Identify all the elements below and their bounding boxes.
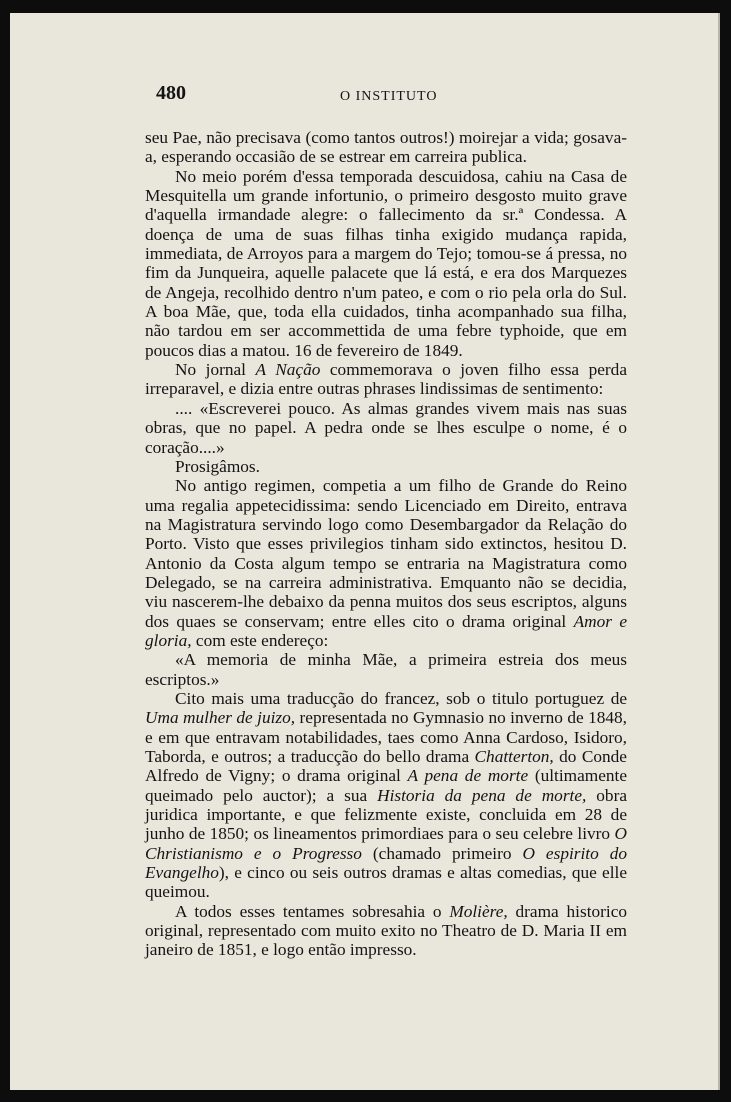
paragraph-6-text: No antigo regimen, competia a um filho de Grande do Reino uma regalia appetecidissima: sendo Licenciado em Direito, entrava na Magistratura servindo logo como Desembargador da Relação do Porto. Visto que esses privilegios tinham sido extinctos, hesitou D. Antonio da Costa algum tempo se entraria na Magistratura como Delegado, se na carreira administrativa. Emquanto não se decidia, viu nascerem-lhe debaixo da penna muitos dos seus escriptos, alguns dos quaes se conservam; entre elles cito o drama original [145,476,627,631]
paragraph-9 [145,902,627,960]
paragraph-8-text: Cito mais uma traducção do francez, sob o titulo portuguez de [175,688,627,708]
paragraph-8-text: ), e cinco ou seis outros dramas e altas comedias, que elle queimou. [145,863,627,902]
drama-title: Amor e gloria, [145,611,627,650]
work-title: Molière, [449,901,508,921]
paragraph-6-text: com este endereço: [191,630,329,650]
work-title: Uma mulher de juizo, [145,708,296,728]
work-title: O Christianismo e o Progresso [145,824,627,863]
running-title: O INSTITUTO [340,89,438,104]
paragraph-prosigamos: Prosigâmos. [175,456,260,476]
work-title: A pena de morte [407,766,529,786]
paragraph-8-text: (ultimamente queimado pelo auctor); a sua [145,766,627,805]
paragraph-9-text: drama historico original, representado com muito exito no Theatro de D. Maria II em janeiro de 1851, e logo então impresso. [145,901,628,960]
paragraph-8-text: representada no Gymnasio no inverno de 1848, e em que entravam notabilidades, taes como Anna Cardoso, Isidoro, Taborda, e outros; a traducção do bello drama [145,708,627,766]
work-title: Historia da pena de morte, [377,785,587,805]
paragraph-3-text: No jornal [175,360,256,380]
paragraph-8-text: do Conde Alfredo de Vigny; o drama original [145,747,627,786]
book-page [10,13,720,1090]
paragraph-8-text: (chamado primeiro [361,843,523,863]
paragraph-9-text: A todos esses tentames sobresahia o [175,901,450,921]
newspaper-title: A Nação [255,360,321,380]
quotation: .... «Escreverei pouco. As almas grandes vivem mais nas suas obras, que no papel. A pedra onde se lhes esculpe o nome, é o coração....» [145,398,627,457]
dedication: «A memoria de minha Mãe, a primeira estreia dos meus escriptos.» [145,650,627,689]
paragraph-2: No meio porém d'essa temporada descuidosa, cahiu na Casa de Mesquitella um grande infortunio, o primeiro desgosto muito grave d'aquella irmandade alegre: o fallecimento da sr.ª Condessa. A doença de uma de suas filhas tinha exigido mudança rapida, immediata, de Arroyos para a margem do Tejo; tomou-se á pressa, no fim da Junqueira, aquelle palacete que lá está, e era dos Marquezes de Angeja, recolhido dentro n'um pateo, e com o rio pela orla do Sul. A boa Mãe, que, toda ella cuidados, tinha acompanhado sua filha, não tardou em ser accommettida de uma febre typhoide, que em poucos dias a matou. 16 de fevereiro de 1849. [145,166,627,360]
paragraph-6 [145,476,627,650]
paragraph-3-text: commemorava o joven filho essa perda irreparavel, e dizia entre outras phrases lindissimas de sentimento: [145,360,627,399]
work-title: O espirito do Evangelho [145,843,627,883]
body-text [145,128,627,960]
paragraph-3 [145,360,627,399]
paragraph-8-text: obra juridica importante, e que felizmente existe, concluida em 28 de junho de 1850; os lineamentos primordiaes para o seu celebre livro [145,785,628,844]
paragraph-8 [145,689,627,902]
paragraph-1: seu Pae, não precisava (como tantos outros!) moirejar a vida; gosava-a, esperando occasião de se estrear em carreira publica. [145,128,627,167]
page-number: 480 [156,82,186,104]
work-title: Chatterton, [474,747,554,766]
